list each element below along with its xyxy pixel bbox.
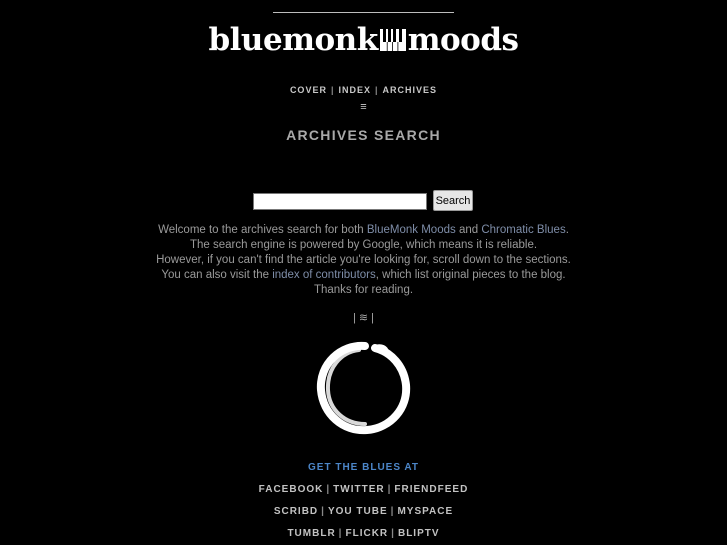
intro-text-segment: and [455,224,482,236]
intro-text-segment: You can also visit the [161,269,273,281]
contributors-link[interactable]: index of contributors [272,269,376,281]
tumblr-link[interactable]: TUMBLR [287,528,336,539]
bliptv-link[interactable]: BLIPTV [397,528,440,539]
bluemonk-moods-link[interactable]: BlueMonk Moods [366,224,456,236]
nav-archives[interactable]: ARCHIVES [382,85,438,95]
intro-text-segment: . [565,224,569,236]
link-separator: | [321,506,325,517]
link-separator: | [326,484,331,495]
menu-icon[interactable]: ≡ [360,101,367,113]
nav-index[interactable]: INDEX [338,85,371,95]
header-rule [273,12,454,13]
intro-text-segment: Welcome to the archives search for both [158,224,367,236]
youtube-link[interactable]: YOU TUBE [327,506,388,517]
intro-line [0,268,727,283]
intro-line: Thanks for reading. [313,284,414,296]
facebook-link[interactable]: FACEBOOK [258,484,324,495]
intro-text-segment: , which list original pieces to the blog. [375,269,566,281]
page-title: ARCHIVES SEARCH [286,127,441,143]
site-logo[interactable] [0,22,727,58]
intro-line [0,223,727,238]
intro-line: However, if you can't find the article you're looking for, scroll down to the sections. [156,254,571,266]
logo-text-left: bluemonk [208,22,378,58]
link-separator: | [338,528,343,539]
top-nav [0,85,727,95]
chromatic-blues-link[interactable]: Chromatic Blues [481,224,566,236]
social-links-row [0,528,727,539]
flickr-link[interactable]: FLICKR [345,528,389,539]
nav-separator: | [375,85,379,95]
scribd-link[interactable]: SCRIBD [273,506,319,517]
nav-cover[interactable]: COVER [289,85,327,95]
search-button[interactable]: Search [433,190,473,211]
myspace-link[interactable]: MYSPACE [397,506,454,517]
nav-separator: | [330,85,335,95]
intro-line: The search engine is powered by Google, which means it is reliable. [189,239,538,251]
link-separator: | [391,528,395,539]
get-the-blues-title: GET THE BLUES AT [308,462,419,473]
link-separator: | [387,484,392,495]
twitter-link[interactable]: TWITTER [333,484,385,495]
social-links-row [0,506,727,517]
piano-keys-icon [380,29,406,51]
intro-text [0,223,727,298]
logo-text-right: moods [407,22,519,58]
enso-circle-icon [313,338,413,438]
friendfeed-link[interactable]: FRIENDFEED [394,484,469,495]
search-input[interactable] [253,193,427,210]
social-links-row [0,484,727,495]
link-separator: | [390,506,395,517]
section-divider: | ≋ | [352,312,375,324]
